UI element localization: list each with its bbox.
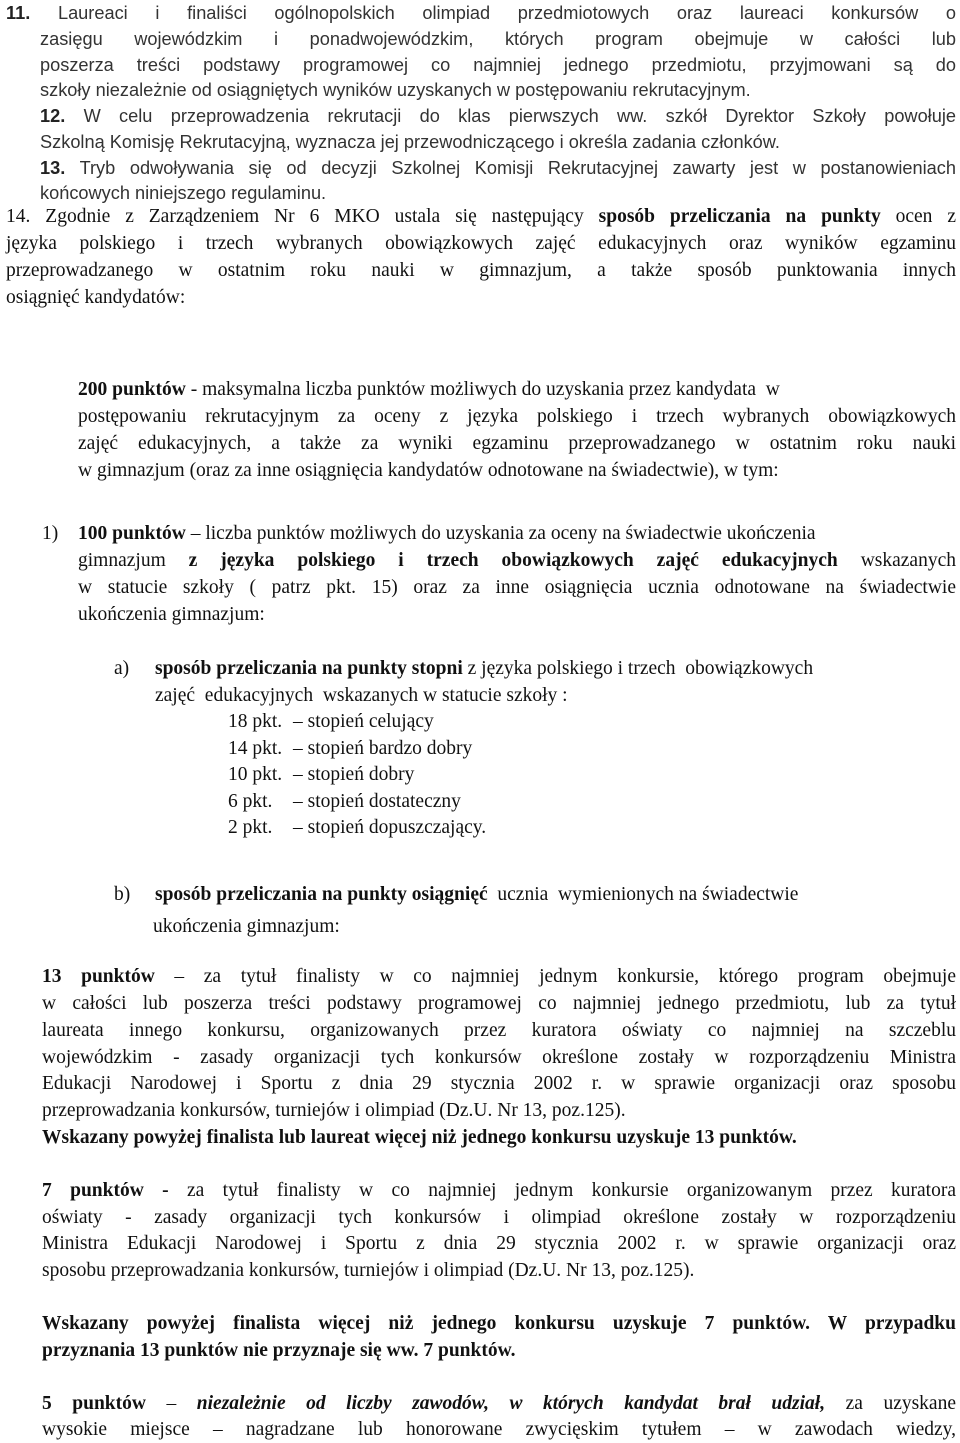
points-13-line-4: wojewódzkim - zasady organizacji tych konkursów określone zostały w rozporządzeniu Ministra — [42, 1047, 956, 1068]
grade-points: 6 pkt. — [228, 791, 273, 812]
item-b-marker: b) — [114, 884, 131, 905]
para-11-number: 11. — [6, 3, 31, 23]
points-13-line-1: 13 punktów – za tytuł finalisty w co najmniej jednym konkursie, którego program obejmuje — [42, 966, 956, 987]
item-a-line-1: sposób przeliczania na punkty stopni z języka polskiego i trzech obowiązkowych — [155, 658, 814, 679]
para-14-line-2: języka polskiego i trzech wybranych obowiązkowych zajęć edukacyjnych oraz wyników egzaminu — [6, 233, 956, 254]
para-11-line-4: szkoły niezależnie od osiągniętych wyników uzyskanych w postępowaniu rekrutacyjnym. — [40, 80, 751, 100]
max-points-line-1: 200 punktów - maksymalna liczba punktów możliwych do uzyskania przez kandydata w — [78, 379, 780, 400]
item-a-line-2: zajęć edukacyjnych wskazanych w statucie szkoły : — [155, 685, 568, 706]
max-points-line-3: zajęć edukacyjnych, a także za wyniki egzaminu przeprowadzanego w ostatnim roku nauki — [78, 433, 956, 454]
points-7-line-1: 7 punktów - za tytuł finalisty w co najmniej jednym konkursie organizowanym przez kuratora — [42, 1180, 956, 1201]
para-14-line-4: osiągnięć kandydatów: — [6, 287, 186, 308]
grade-description: – stopień bardzo dobry — [293, 738, 473, 759]
para-11-line-2: zasięgu wojewódzkim i ponadwojewódzkim, których program obejmuje w całości lub — [40, 29, 956, 49]
grade-points: 10 pkt. — [228, 764, 283, 785]
points-7-line-3: Ministra Edukacji Narodowej i Sportu z dnia 29 stycznia 2002 r. w sprawie organizacji oraz — [42, 1233, 956, 1254]
para-13-line-2: końcowych niniejszego regulaminu. — [40, 183, 327, 203]
para-14-line-1: 14. Zgodnie z Zarządzeniem Nr 6 MKO ustala się następujący sposób przeliczania na punkty ocen z — [6, 206, 957, 227]
points-13-line-5: Edukacji Narodowej i Sportu z dnia 29 stycznia 2002 r. w sprawie organizacji oraz sposobu — [42, 1073, 956, 1094]
item-b-line-2: ukończenia gimnazjum: — [153, 916, 340, 937]
points-5-line-2: wysokie miejsce – nagradzane lub honorowane zwycięskim tytułem – w zawodach wiedzy, — [42, 1419, 956, 1440]
item-1-line-4: ukończenia gimnazjum: — [78, 604, 265, 625]
points-13-line-6: przeprowadzania konkursów, turniejów i olimpiad (Dz.U. Nr 13, poz.125). — [42, 1100, 626, 1121]
grade-points: 14 pkt. — [228, 738, 283, 759]
max-points-line-2: postępowaniu rekrutacyjnym za oceny z języka polskiego i trzech wybranych obowiązkowych — [78, 406, 956, 427]
item-1-line-3: w statucie szkoły ( patrz pkt. 15) oraz za inne osiągnięcia ucznia odnotowane na świadectwie — [78, 577, 956, 598]
para-12-line-1: 12. W celu przeprowadzenia rekrutacji do klas pierwszych ww. szkół Dyrektor Szkoły powołuje — [40, 106, 956, 126]
para-13-line-1: 13. Tryb odwoływania się od decyzji Szkolnej Komisji Rekrutacyjnej zawarty jest w postanowieniach — [40, 158, 956, 178]
grade-points: 18 pkt. — [228, 711, 283, 732]
points-7-line-4: sposobu przeprowadzania konkursów, turniejów i olimpiad (Dz.U. Nr 13, poz.125). — [42, 1260, 695, 1281]
item-a-marker: a) — [114, 658, 130, 679]
item-b-line-1: sposób przeliczania na punkty osiągnięć ucznia wymienionych na świadectwie — [155, 884, 799, 905]
points-13-line-3: laureata innego konkursu, organizowanych przez kuratora oświaty co najmniej na szczeblu — [42, 1020, 956, 1041]
para-11-line-1: 11. Laureaci i finaliści ogólnopolskich olimpiad przedmiotowych oraz laureaci konkursów o — [6, 3, 956, 23]
grade-points: 2 pkt. — [228, 817, 273, 838]
para-11-line-3: poszerza treści podstawy programowej co najmniej jednego przedmiotu, przyjmowani są do — [40, 55, 956, 75]
grade-description: – stopień celujący — [293, 711, 434, 732]
grade-description: – stopień dobry — [293, 764, 415, 785]
para-12-number: 12. — [40, 106, 66, 126]
grade-description: – stopień dostateczny — [293, 791, 461, 812]
points-5-line-1: 5 punktów – niezależnie od liczby zawodów, w których kandydat brał udział, za uzyskane — [42, 1393, 956, 1414]
points-13-line-2: w całości lub poszerza treści podstawy programowej co najmniej jednego przedmiotu, lub za tytuł — [42, 993, 956, 1014]
points-13-summary: Wskazany powyżej finalista lub laureat więcej niż jednego konkursu uzyskuje 13 punktów. — [42, 1127, 797, 1148]
item-1-line-1: 100 punktów – liczba punktów możliwych do uzyskania za oceny na świadectwie ukończenia — [78, 523, 816, 544]
item-1-line-2: gimnazjum z języka polskiego i trzech obowiązkowych zajęć edukacyjnych wskazanych — [78, 550, 956, 571]
points-7-line-2: oświaty - zasady organizacji tych konkursów i olimpiad określone zostały w rozporządzeniu — [42, 1207, 956, 1228]
points-7-summary-2: przyznania 13 punktów nie przyznaje się ww. 7 punktów. — [42, 1340, 516, 1361]
max-points-line-4: w gimnazjum (oraz za inne osiągnięcia kandydatów odnotowane na świadectwie), w tym: — [78, 460, 779, 481]
item-1-marker: 1) — [42, 523, 59, 544]
para-14-line-3: przeprowadzanego w ostatnim roku nauki w gimnazjum, a także sposób punktowania innych — [6, 260, 956, 281]
points-7-summary-1: Wskazany powyżej finalista więcej niż jednego konkursu uzyskuje 7 punktów. W przypadku — [42, 1313, 956, 1334]
grade-description: – stopień dopuszczający. — [293, 817, 487, 838]
para-12-line-2: Szkolną Komisję Rekrutacyjną, wyznacza jej przewodniczącego i określa zadania członków. — [40, 132, 780, 152]
para-13-number: 13. — [40, 158, 66, 178]
